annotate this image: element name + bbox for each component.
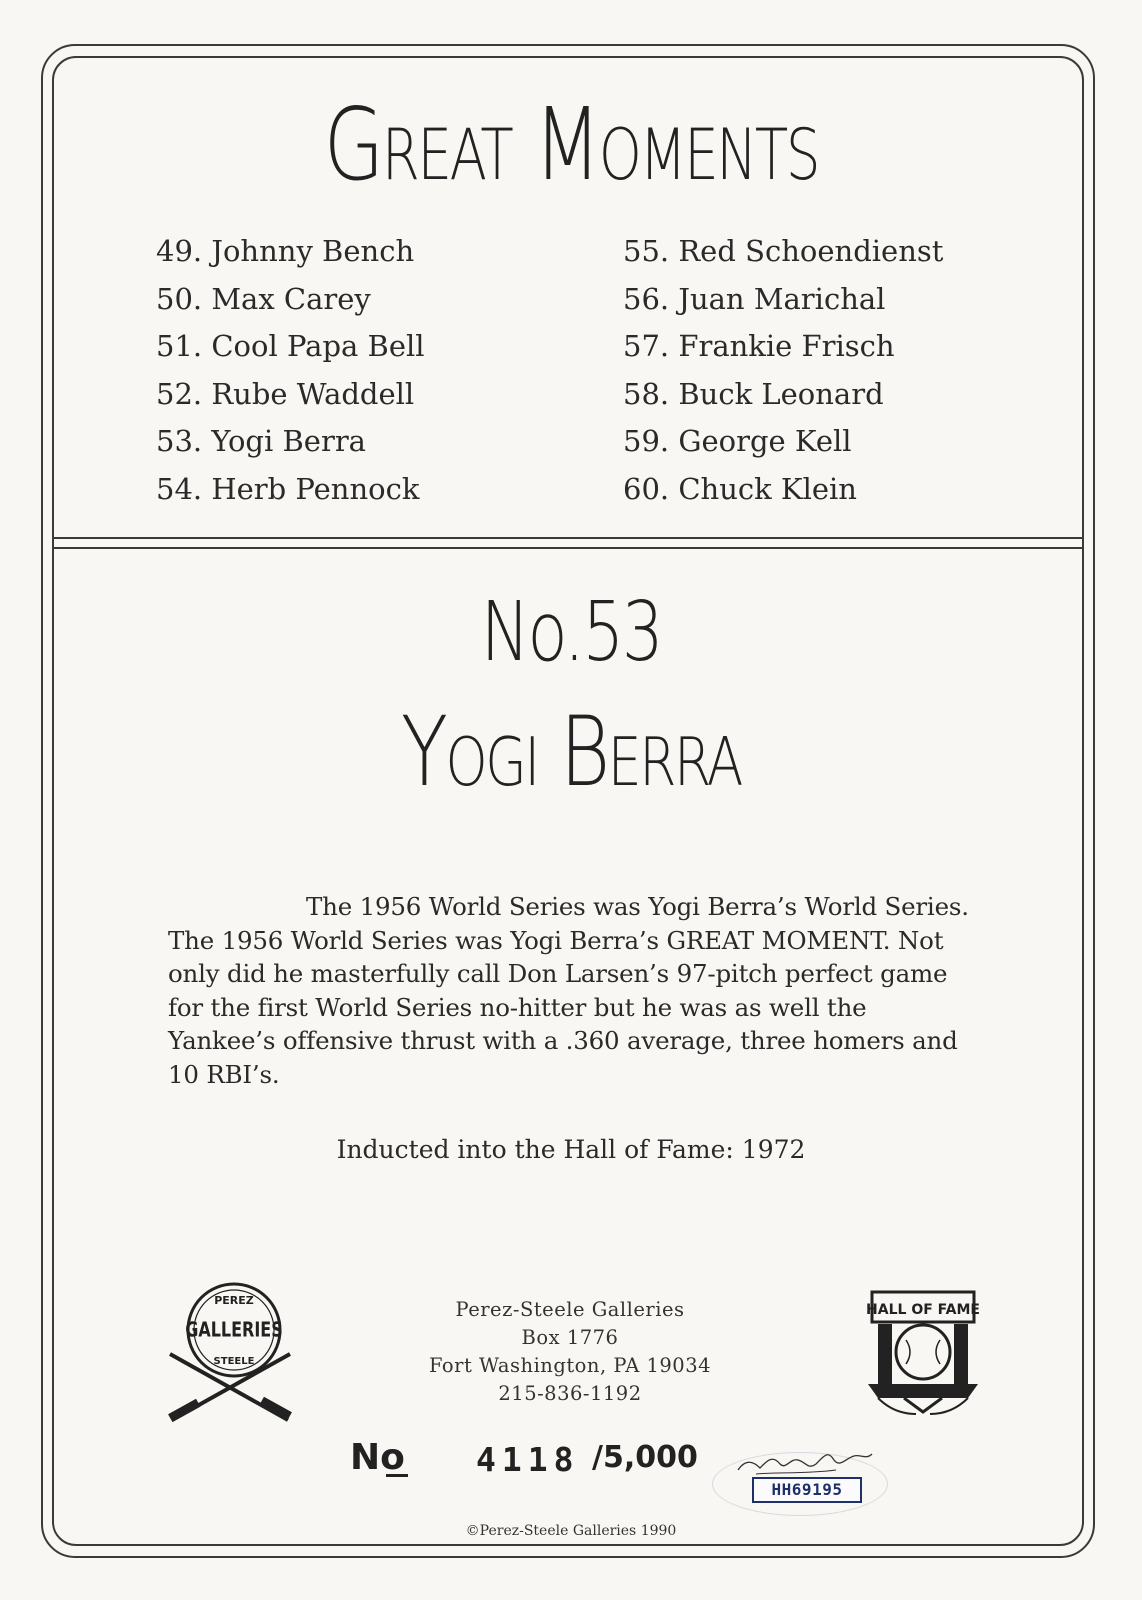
authentication-tag: HH69195 — [752, 1477, 862, 1503]
checklist-item: 60. Chuck Klein — [623, 471, 857, 506]
checklist-item: 52. Rube Waddell — [156, 376, 415, 411]
hall-of-fame-logo — [864, 1288, 982, 1418]
publisher-phone: 215-836-1192 — [498, 1382, 642, 1405]
checklist-item: 55. Red Schoendienst — [623, 234, 944, 268]
checklist-item: 58. Buck Leonard — [623, 376, 884, 411]
publisher-name: Perez-Steele Galleries — [455, 1298, 685, 1321]
hall-of-fame-text: HALL OF FAME — [866, 1302, 980, 1318]
publisher-address-line1: Box 1776 — [521, 1326, 619, 1349]
edition-number: 4118 — [476, 1440, 580, 1479]
publisher-address-line2: Fort Washington, PA 19034 — [428, 1354, 712, 1377]
copyright: ©Perez-Steele Galleries 1990 — [465, 1523, 677, 1539]
checklist-item: 57. Frankie Frisch — [623, 329, 895, 363]
section-divider-bottom — [52, 547, 1084, 549]
checklist-item: 51. Cool Papa Bell — [156, 329, 425, 363]
induction-year: Inducted into the Hall of Fame: 1972 — [336, 1135, 806, 1164]
logo-center-text: GALLERIES — [185, 1318, 283, 1343]
publisher-address — [380, 1296, 760, 1408]
series-title: Great Moments — [323, 86, 819, 203]
edition-total: /5,000 — [592, 1440, 698, 1475]
player-bio: The 1956 World Series was Yogi Berra’s World Series. The 1956 World Series was Yogi Berra’s GREAT MOMENT. Not only did he masterfully call Don Larsen’s 97-pitch perfect game for the first World Series no-hitter but he was as well the Yankee’s offensive thrust with a .360 average, three homers and 10 RBI’s. — [168, 892, 969, 1089]
edition-prefix-underline — [386, 1474, 408, 1477]
checklist-item: 49. Johnny Bench — [156, 234, 415, 268]
checklist-item: 50. Max Carey — [156, 281, 371, 316]
section-divider-top — [52, 537, 1084, 539]
card-number: No.53 — [480, 585, 662, 680]
logo-bottom-text: STEELE — [213, 1356, 255, 1367]
checklist-left-column — [156, 228, 425, 513]
checklist-item: 54. Herb Pennock — [156, 471, 420, 506]
checklist-item: 59. George Kell — [623, 424, 852, 458]
player-name: Yogi Berra — [401, 696, 741, 808]
perez-steele-logo — [164, 1282, 304, 1432]
autograph-signature — [736, 1440, 876, 1482]
edition-prefix: No — [350, 1437, 405, 1478]
checklist-item: 53. Yogi Berra — [156, 424, 366, 458]
logo-top-text: PEREZ — [214, 1294, 254, 1307]
checklist-right-column — [623, 228, 943, 513]
checklist-item: 56. Juan Marichal — [623, 281, 886, 316]
